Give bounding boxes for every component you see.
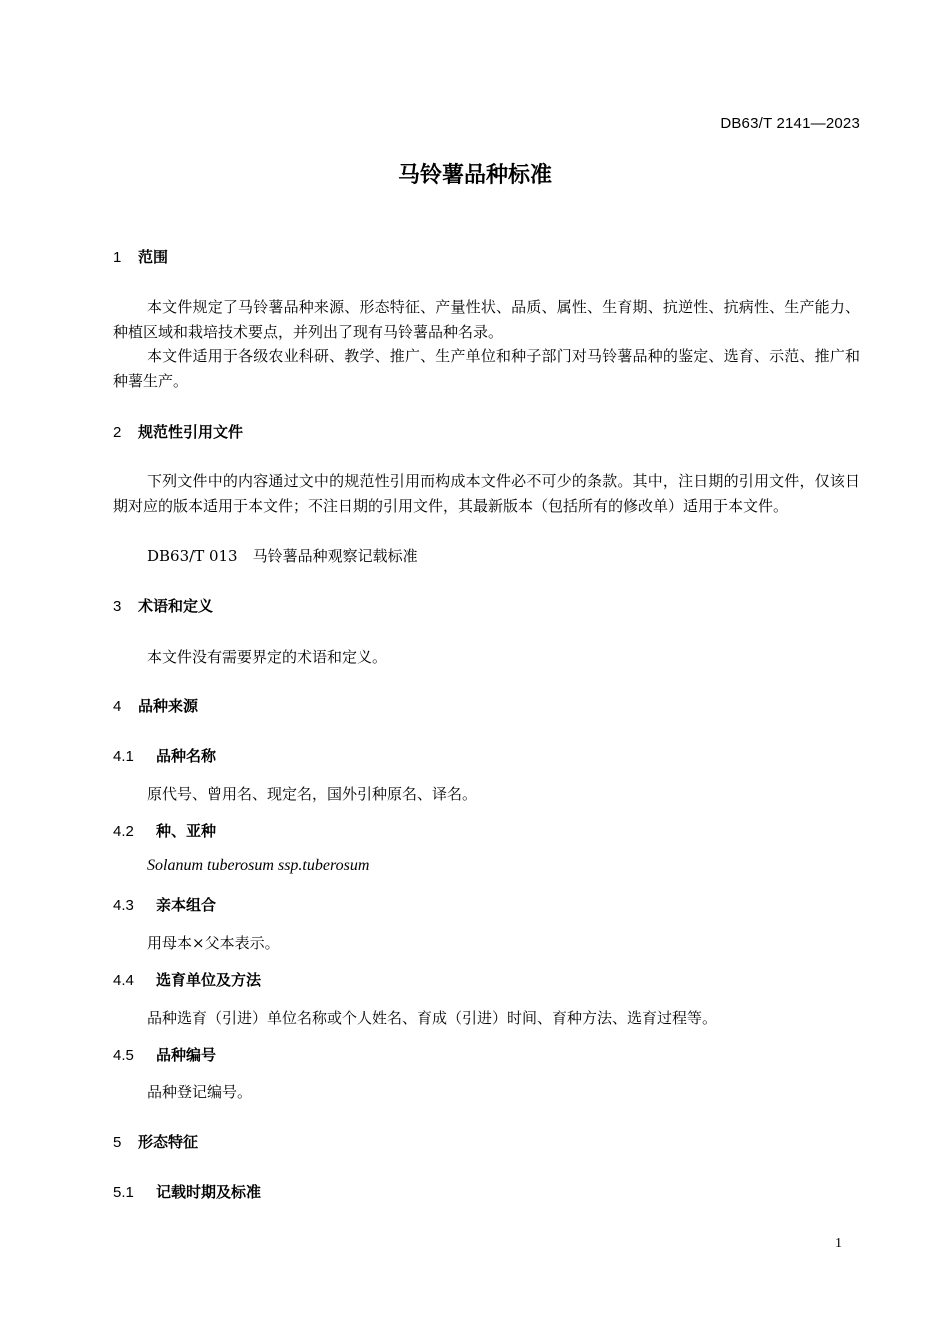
section-title: 品种来源 (138, 697, 199, 715)
subsection-title: 品种编号 (156, 1046, 217, 1064)
section-2-paragraph: 下列文件中的内容通过文中的规范性引用而构成本文件必不可少的条款。其中，注日期的引用文件，仅该日期对应的版本适用于本文件；不注日期的引用文件，其最新版本（包括所有的修改单）适用于本文件。 (113, 472, 860, 515)
document-title: 马铃薯品种标准 (397, 163, 552, 188)
section-3-heading (113, 595, 213, 616)
section-1-paragraph-1: 本文件规定了马铃薯品种来源、形态特征、产量性状、品质、属性、生育期、抗逆性、抗病性、生产能力、种植区域和栽培技术要点，并列出了现有马铃薯品种名录。 (113, 298, 860, 341)
subsection-4-4-heading (113, 969, 261, 990)
subsection-title: 记载时期及标准 (156, 1183, 262, 1201)
section-1-heading (113, 246, 168, 267)
section-number: 5 (113, 1134, 122, 1151)
section-5-heading (113, 1131, 198, 1152)
subsection-number: 4.3 (113, 897, 134, 914)
section-title: 形态特征 (138, 1133, 199, 1151)
subsection-4-3-text: 用母本×父本表示。 (147, 934, 280, 952)
section-number: 2 (113, 424, 122, 441)
page-number: 1 (835, 1236, 842, 1251)
subsection-4-1-text: 原代号、曾用名、现定名，国外引种原名、译名。 (147, 785, 478, 803)
subsection-4-5-heading (113, 1044, 216, 1065)
subsection-title: 选育单位及方法 (156, 971, 262, 989)
section-title: 范围 (138, 248, 169, 266)
subsection-4-4-text: 品种选育（引进）单位名称或个人姓名、育成（引进）时间、育种方法、选育过程等。 (147, 1009, 718, 1027)
section-title: 规范性引用文件 (138, 423, 244, 441)
section-2-heading (113, 421, 243, 442)
section-number: 4 (113, 698, 122, 715)
subsection-4-2-text: Solanum tuberosum ssp.tuberosum (147, 857, 370, 874)
normative-reference: DB63/T 013 马铃薯品种观察记载标准 (147, 547, 418, 565)
section-number: 1 (113, 249, 122, 266)
subsection-4-5-text: 品种登记编号。 (147, 1083, 253, 1101)
subsection-number: 5.1 (113, 1184, 134, 1201)
subsection-title: 种、亚种 (156, 822, 217, 840)
subsection-4-2-heading (113, 820, 216, 841)
section-4-heading (113, 695, 198, 716)
section-title: 术语和定义 (138, 597, 214, 615)
subsection-title: 亲本组合 (156, 896, 217, 914)
subsection-number: 4.4 (113, 972, 134, 989)
subsection-title: 品种名称 (156, 747, 217, 765)
section-1-paragraph-2: 本文件适用于各级农业科研、教学、推广、生产单位和种子部门对马铃薯品种的鉴定、选育、示范、推广和种薯生产。 (113, 347, 860, 390)
subsection-4-3-heading (113, 894, 216, 915)
section-number: 3 (113, 598, 122, 615)
section-3-paragraph: 本文件没有需要界定的术语和定义。 (147, 648, 388, 666)
subsection-4-1-heading (113, 745, 216, 766)
subsection-number: 4.5 (113, 1047, 134, 1064)
standard-code: DB63/T 2141—2023 (720, 115, 860, 132)
subsection-number: 4.2 (113, 823, 134, 840)
subsection-number: 4.1 (113, 748, 134, 765)
subsection-5-1-heading (113, 1181, 261, 1202)
